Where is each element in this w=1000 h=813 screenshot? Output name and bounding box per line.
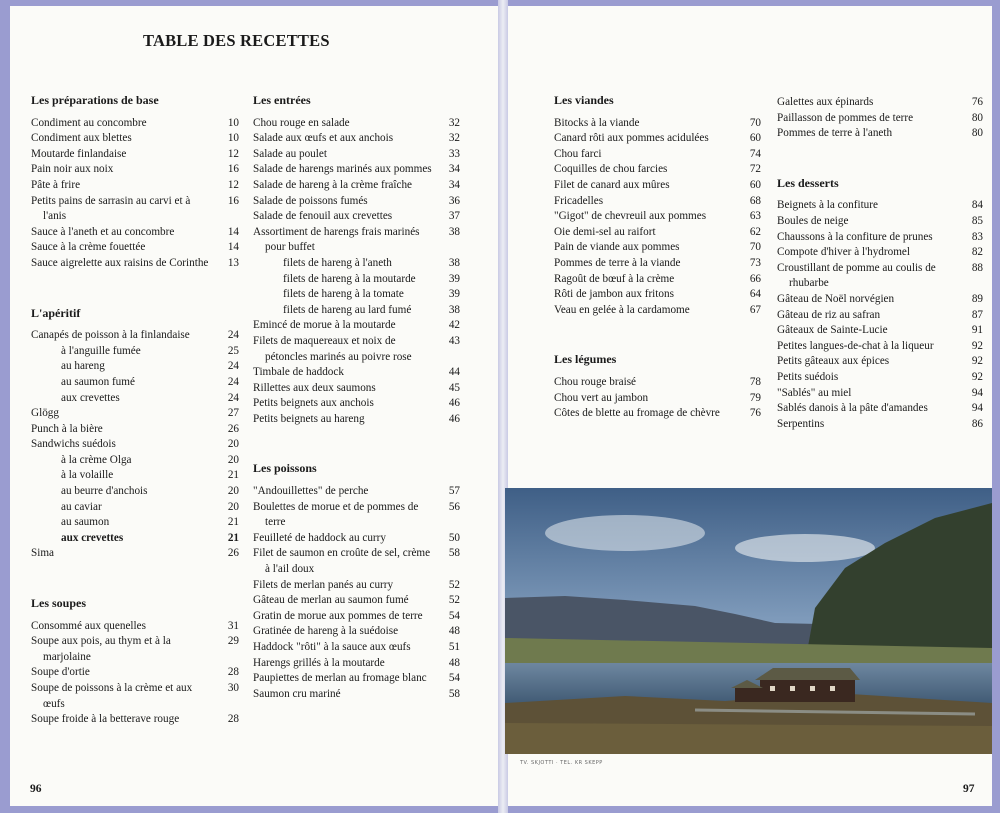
recipe-page-number: 36 bbox=[448, 194, 460, 207]
recipe-name: à la volaille bbox=[61, 469, 114, 482]
recipe-entry bbox=[253, 209, 460, 225]
recipe-page-number: 76 bbox=[971, 96, 983, 108]
recipe-name: Veau en gelée à la cardamome bbox=[554, 303, 690, 316]
recipe-page-number: 94 bbox=[971, 402, 983, 415]
recipe-entry bbox=[253, 116, 460, 132]
recipe-name: Pain de viande aux pommes bbox=[554, 241, 680, 254]
recipe-name: Filet de canard aux mûres bbox=[554, 178, 670, 191]
recipe-entry bbox=[31, 328, 239, 344]
recipe-name: Soupe de poissons à la crème et aux œufs bbox=[31, 682, 193, 710]
recipe-page-number: 87 bbox=[971, 308, 983, 321]
recipe-name: filets de hareng à la moutarde bbox=[283, 272, 416, 285]
recipe-name: Petits gâteaux aux épices bbox=[777, 355, 890, 368]
recipe-page-number: 94 bbox=[971, 386, 983, 399]
recipe-page-number: 32 bbox=[448, 132, 460, 145]
recipe-entry bbox=[253, 162, 460, 178]
recipe-entry bbox=[554, 391, 761, 407]
recipe-entry bbox=[554, 209, 761, 225]
recipe-page-number: 48 bbox=[448, 625, 460, 638]
recipe-entry bbox=[31, 681, 239, 712]
recipe-entry bbox=[31, 468, 239, 484]
recipe-page-number: 16 bbox=[227, 194, 239, 207]
recipe-entry bbox=[253, 396, 460, 412]
recipe-entry bbox=[253, 624, 460, 640]
recipe-name: Assortiment de harengs frais marinés pour buffet bbox=[253, 225, 420, 254]
recipe-name: Gâteau de riz au safran bbox=[777, 308, 881, 321]
recipe-name: Gratin de morue aux pommes de terre bbox=[253, 609, 423, 622]
recipe-page-number: 72 bbox=[749, 163, 761, 176]
recipe-name: Canapés de poisson à la finlandaise bbox=[31, 329, 190, 342]
recipe-page-number: 85 bbox=[971, 214, 983, 227]
recipe-page-number: 73 bbox=[749, 256, 761, 269]
recipe-entry bbox=[31, 453, 239, 469]
recipe-entry bbox=[253, 131, 460, 147]
recipe-entry bbox=[31, 116, 239, 132]
recipe-entry bbox=[31, 484, 239, 500]
recipe-entry bbox=[777, 111, 983, 127]
recipe-page-number: 24 bbox=[227, 391, 239, 404]
recipe-entry bbox=[777, 339, 983, 355]
recipe-page-number: 29 bbox=[227, 635, 239, 648]
recipe-name: filets de hareng à la tomate bbox=[283, 288, 404, 301]
recipe-entry bbox=[554, 256, 761, 272]
recipe-page-number: 54 bbox=[448, 672, 460, 685]
recipe-entry bbox=[777, 230, 983, 246]
recipe-name: filets de hareng à l'aneth bbox=[283, 256, 392, 269]
recipe-entry bbox=[31, 634, 239, 665]
recipe-page-number: 91 bbox=[971, 324, 983, 337]
recipe-name: à l'anguille fumée bbox=[61, 344, 141, 357]
recipe-page-number: 12 bbox=[227, 178, 239, 191]
recipe-name: Chou farci bbox=[554, 147, 602, 160]
recipe-page-number: 80 bbox=[971, 127, 983, 140]
recipe-entry bbox=[31, 359, 239, 375]
recipe-name: Boulettes de morue et de pommes de terre bbox=[253, 500, 419, 529]
recipe-page-number: 58 bbox=[448, 687, 460, 700]
recipe-page-number: 63 bbox=[749, 210, 761, 223]
recipe-name: Sablés danois à la pâte d'amandes bbox=[777, 402, 928, 415]
recipe-name: Pâte à frire bbox=[31, 178, 81, 191]
recipe-name: Sandwichs suédois bbox=[31, 438, 116, 451]
recipe-page-number: 39 bbox=[448, 288, 460, 301]
page-number-right: 97 bbox=[963, 783, 975, 795]
recipe-entry bbox=[253, 194, 460, 210]
recipe-name: Salade aux œufs et aux anchois bbox=[253, 132, 394, 145]
recipe-entry bbox=[31, 375, 239, 391]
recipe-page-number: 68 bbox=[749, 194, 761, 207]
recipe-entry bbox=[253, 365, 460, 381]
recipe-page-number: 60 bbox=[749, 178, 761, 191]
recipe-page-number: 86 bbox=[971, 417, 983, 430]
recipe-page-number: 28 bbox=[227, 666, 239, 679]
recipe-entry bbox=[253, 178, 460, 194]
recipe-entry bbox=[31, 391, 239, 407]
recipe-page-number: 78 bbox=[749, 375, 761, 388]
recipe-entry bbox=[31, 422, 239, 438]
recipe-name: Paillasson de pommes de terre bbox=[777, 111, 914, 124]
recipe-page-number: 70 bbox=[749, 241, 761, 254]
recipe-page-number: 26 bbox=[227, 547, 239, 560]
recipe-page-number: 50 bbox=[448, 531, 460, 544]
recipe-entry bbox=[253, 287, 460, 303]
recipe-entry bbox=[777, 354, 983, 370]
recipe-page-number: 45 bbox=[448, 381, 460, 394]
recipe-page-number: 24 bbox=[227, 375, 239, 388]
recipe-entry bbox=[777, 261, 983, 292]
recipe-name: Galettes aux épinards bbox=[777, 96, 874, 108]
recipe-page-number: 28 bbox=[227, 713, 239, 726]
section-title: Les viandes bbox=[554, 93, 614, 107]
recipe-page-number: 34 bbox=[448, 163, 460, 176]
recipe-name: Sauce à l'aneth et au concombre bbox=[31, 225, 175, 238]
page-title: TABLE DES RECETTES bbox=[143, 31, 330, 50]
recipe-page-number: 84 bbox=[971, 199, 983, 212]
recipe-name: Pommes de terre à l'aneth bbox=[777, 127, 893, 140]
recipe-entry bbox=[253, 412, 460, 428]
recipe-name: Soupe d'ortie bbox=[31, 666, 90, 679]
recipe-name: Glögg bbox=[31, 407, 59, 420]
recipe-name: Sauce aigrelette aux raisins de Corinthe bbox=[31, 256, 209, 269]
recipe-page-number: 10 bbox=[227, 116, 239, 129]
recipe-page-number: 56 bbox=[448, 500, 460, 513]
recipe-entry bbox=[777, 245, 983, 261]
recipe-entry bbox=[554, 162, 761, 178]
recipe-entry bbox=[31, 225, 239, 241]
recipe-name: Condiment aux blettes bbox=[31, 132, 132, 145]
recipe-entry bbox=[253, 381, 460, 397]
recipe-page-number: 80 bbox=[971, 111, 983, 124]
recipe-page-number: 76 bbox=[749, 407, 761, 420]
recipe-page-number: 16 bbox=[227, 163, 239, 176]
recipe-name: Feuilleté de haddock au curry bbox=[253, 531, 386, 544]
recipe-page-number: 83 bbox=[971, 230, 983, 243]
recipe-entry bbox=[253, 225, 460, 256]
recipe-entry bbox=[253, 484, 460, 500]
recipe-page-number: 33 bbox=[448, 147, 460, 160]
recipe-page-number: 20 bbox=[227, 438, 239, 451]
recipe-page-number: 51 bbox=[448, 641, 460, 653]
recipe-entry bbox=[554, 240, 761, 256]
recipe-name: Compote d'hiver à l'hydromel bbox=[777, 246, 910, 259]
recipe-name: Oie demi-sel au raifort bbox=[554, 225, 656, 238]
recipe-page-number: 32 bbox=[448, 116, 460, 129]
recipe-name: "Gigot" de chevreuil aux pommes bbox=[554, 210, 707, 223]
recipe-name: au beurre d'anchois bbox=[61, 485, 148, 498]
recipe-page-number: 31 bbox=[227, 619, 239, 632]
recipe-name: Condiment au concombre bbox=[31, 116, 147, 129]
recipe-name: Paupiettes de merlan au fromage blanc bbox=[253, 672, 427, 685]
recipe-entry bbox=[777, 126, 983, 142]
recipe-name: Filet de saumon en croûte de sel, crème à l'ail doux bbox=[253, 547, 431, 576]
recipe-entry bbox=[777, 292, 983, 308]
recipe-name: Gâteau de Noël norvégien bbox=[777, 292, 895, 305]
recipe-page-number: 79 bbox=[749, 391, 761, 404]
recipe-name: Pain noir aux noix bbox=[31, 163, 114, 176]
recipe-page-number: 12 bbox=[227, 147, 239, 160]
recipe-name: aux crevettes bbox=[61, 391, 120, 404]
recipe-page-number: 21 bbox=[227, 469, 239, 482]
recipe-page-number: 48 bbox=[448, 656, 460, 669]
recipe-name: Petits pains de sarrasin au carvi et à l'anis bbox=[31, 194, 191, 223]
recipe-name: Filets de maquereaux et noix de pétoncles marinés au poivre rose bbox=[253, 334, 412, 363]
recipe-name: Soupe aux pois, au thym et à la marjolaine bbox=[31, 635, 171, 663]
recipe-entry bbox=[554, 406, 761, 422]
recipe-page-number: 25 bbox=[227, 344, 239, 357]
recipe-entry bbox=[253, 687, 460, 703]
recipe-name: Boules de neige bbox=[777, 214, 849, 227]
recipe-name: Petites langues-de-chat à la liqueur bbox=[777, 339, 934, 352]
recipe-name: Coquilles de chou farcies bbox=[554, 163, 668, 176]
recipe-column-1 bbox=[31, 93, 239, 728]
recipe-entry bbox=[31, 131, 239, 147]
recipe-entry bbox=[253, 531, 460, 547]
section-title: L'apéritif bbox=[31, 305, 81, 320]
recipe-entry bbox=[777, 386, 983, 402]
recipe-name: Chou rouge en salade bbox=[253, 116, 350, 129]
recipe-column-3 bbox=[554, 93, 761, 422]
recipe-name: Punch à la bière bbox=[31, 422, 103, 435]
recipe-entry bbox=[31, 344, 239, 360]
recipe-page-number: 38 bbox=[448, 256, 460, 269]
recipe-page-number: 43 bbox=[448, 334, 460, 347]
recipe-entry bbox=[31, 406, 239, 422]
recipe-page-number: 54 bbox=[448, 609, 460, 622]
recipe-page-number: 24 bbox=[227, 360, 239, 373]
recipe-page-number: 37 bbox=[448, 210, 460, 223]
recipe-page-number: 20 bbox=[227, 500, 239, 513]
recipe-page-number: 92 bbox=[971, 355, 983, 368]
recipe-name: Bitocks à la viande bbox=[554, 116, 640, 129]
recipe-entry bbox=[31, 178, 239, 194]
recipe-page-number: 92 bbox=[971, 339, 983, 352]
recipe-entry bbox=[253, 256, 460, 272]
recipe-name: "Andouillettes" de perche bbox=[253, 485, 369, 498]
recipe-entry bbox=[554, 194, 761, 210]
recipe-page-number: 14 bbox=[227, 225, 239, 238]
recipe-name: Serpentins bbox=[777, 417, 825, 430]
recipe-entry bbox=[31, 240, 239, 256]
recipe-page-number: 57 bbox=[448, 485, 460, 498]
recipe-name: aux crevettes bbox=[61, 531, 124, 544]
recipe-page-number: 14 bbox=[227, 241, 239, 254]
recipe-entry bbox=[554, 225, 761, 241]
recipe-page-number: 21 bbox=[227, 516, 239, 529]
recipe-entry bbox=[31, 437, 239, 453]
recipe-name: Chaussons à la confiture de prunes bbox=[777, 230, 933, 243]
recipe-page-number: 10 bbox=[227, 132, 239, 145]
recipe-page-number: 74 bbox=[749, 147, 761, 160]
recipe-entry bbox=[31, 712, 239, 728]
recipe-name: Haddock "rôti" à la sauce aux œufs bbox=[253, 641, 411, 653]
recipe-entry bbox=[31, 162, 239, 178]
recipe-name: Ragoût de bœuf à la crème bbox=[554, 272, 675, 285]
recipe-name: Chou rouge braisé bbox=[554, 375, 637, 388]
recipe-entry bbox=[777, 308, 983, 324]
recipe-name: Petits suédois bbox=[777, 370, 839, 383]
recipe-name: Salade de poissons fumés bbox=[253, 194, 368, 207]
recipe-entry bbox=[253, 671, 460, 687]
recipe-entry bbox=[554, 272, 761, 288]
recipe-name: Chou vert au jambon bbox=[554, 391, 649, 404]
recipe-column-2 bbox=[253, 93, 460, 702]
section-title: Les desserts bbox=[777, 175, 839, 190]
recipe-entry bbox=[554, 303, 761, 319]
recipe-entry bbox=[777, 401, 983, 417]
recipe-entry bbox=[554, 116, 761, 132]
recipe-page-number: 38 bbox=[448, 303, 460, 316]
landscape-photo bbox=[505, 488, 992, 754]
recipe-column-4 bbox=[777, 95, 983, 432]
recipe-entry bbox=[253, 272, 460, 288]
recipe-name: Salade au poulet bbox=[253, 147, 327, 160]
recipe-name: Gratinée de hareng à la suédoise bbox=[253, 625, 399, 638]
recipe-name: Salade de fenouil aux crevettes bbox=[253, 210, 393, 223]
recipe-entry bbox=[554, 375, 761, 391]
recipe-name: à la crème Olga bbox=[61, 453, 132, 466]
recipe-page-number: 38 bbox=[448, 225, 460, 238]
recipe-entry bbox=[554, 147, 761, 163]
recipe-page-number: 58 bbox=[448, 547, 460, 560]
recipe-page-number: 21 bbox=[227, 531, 239, 544]
recipe-entry bbox=[31, 147, 239, 163]
recipe-name: Sauce à la crème fouettée bbox=[31, 241, 146, 254]
recipe-name: au saumon bbox=[61, 516, 110, 529]
recipe-page-number: 88 bbox=[971, 261, 983, 274]
recipe-page-number: 46 bbox=[448, 397, 460, 410]
recipe-name: Moutarde finlandaise bbox=[31, 147, 127, 160]
recipe-entry bbox=[554, 178, 761, 194]
recipe-page-number: 66 bbox=[749, 272, 761, 285]
recipe-name: au hareng bbox=[61, 360, 105, 373]
recipe-name: au saumon fumé bbox=[61, 375, 135, 388]
recipe-page-number: 30 bbox=[227, 682, 239, 694]
recipe-entry bbox=[253, 578, 460, 594]
section-title: Les entrées bbox=[253, 93, 311, 107]
section-title: Les poissons bbox=[253, 461, 317, 476]
recipe-page-number: 64 bbox=[749, 288, 761, 301]
recipe-page-number: 92 bbox=[971, 370, 983, 383]
recipe-name: Fricadelles bbox=[554, 194, 604, 207]
recipe-name: Rillettes aux deux saumons bbox=[253, 381, 376, 394]
section-title: Les soupes bbox=[31, 596, 87, 611]
recipe-page-number: 39 bbox=[448, 272, 460, 285]
recipe-entry bbox=[253, 500, 460, 531]
recipe-page-number: 26 bbox=[227, 422, 239, 435]
recipe-name: Salade de harengs marinés aux pommes bbox=[253, 163, 432, 176]
page-number-left: 96 bbox=[30, 783, 42, 795]
recipe-entry bbox=[31, 194, 239, 225]
recipe-page-number: 52 bbox=[448, 578, 460, 591]
recipe-entry bbox=[253, 318, 460, 334]
recipe-page-number: 60 bbox=[749, 132, 761, 145]
recipe-name: Petits beignets au hareng bbox=[253, 412, 365, 425]
recipe-page-number: 34 bbox=[448, 178, 460, 191]
section-title: Les préparations de base bbox=[31, 93, 159, 107]
recipe-name: Canard rôti aux pommes acidulées bbox=[554, 132, 709, 145]
recipe-page-number: 27 bbox=[227, 407, 239, 420]
recipe-page-number: 82 bbox=[971, 246, 983, 259]
recipe-name: Petits beignets aux anchois bbox=[253, 397, 374, 410]
recipe-entry bbox=[31, 515, 239, 531]
recipe-name: Harengs grillés à la moutarde bbox=[253, 656, 385, 669]
recipe-page-number: 62 bbox=[749, 225, 761, 238]
recipe-page-number: 67 bbox=[749, 303, 761, 316]
recipe-entry bbox=[253, 303, 460, 319]
recipe-page-number: 42 bbox=[448, 319, 460, 332]
recipe-entry bbox=[253, 546, 460, 577]
recipe-name: Consommé aux quenelles bbox=[31, 619, 146, 632]
recipe-entry bbox=[253, 609, 460, 625]
recipe-page-number: 46 bbox=[448, 412, 460, 425]
recipe-name: au caviar bbox=[61, 500, 102, 513]
recipe-entry bbox=[777, 95, 983, 111]
recipe-name: Saumon cru mariné bbox=[253, 687, 341, 700]
recipe-name: Soupe froide à la betterave rouge bbox=[31, 713, 180, 726]
recipe-page-number: 89 bbox=[971, 292, 983, 305]
recipe-page-number: 44 bbox=[448, 366, 460, 379]
recipe-name: Beignets à la confiture bbox=[777, 199, 878, 212]
recipe-entry bbox=[554, 131, 761, 147]
recipe-entry bbox=[253, 147, 460, 163]
recipe-entry bbox=[31, 546, 239, 562]
recipe-entry bbox=[777, 323, 983, 339]
recipe-entry bbox=[777, 198, 983, 214]
recipe-entry bbox=[31, 531, 239, 547]
recipe-name: "Sablés" au miel bbox=[777, 386, 852, 399]
recipe-page-number: 20 bbox=[227, 485, 239, 498]
recipe-entry bbox=[31, 500, 239, 516]
recipe-entry bbox=[253, 656, 460, 672]
recipe-entry bbox=[554, 287, 761, 303]
recipe-entry bbox=[777, 214, 983, 230]
recipe-name: Pommes de terre à la viande bbox=[554, 256, 681, 269]
recipe-name: Croustillant de pomme au coulis de rhubarbe bbox=[777, 261, 936, 290]
recipe-name: Timbale de haddock bbox=[253, 366, 344, 379]
recipe-name: Gâteau de merlan au saumon fumé bbox=[253, 594, 409, 607]
recipe-name: Côtes de blette au fromage de chèvre bbox=[554, 407, 720, 420]
section-title: Les légumes bbox=[554, 352, 617, 367]
recipe-page-number: 70 bbox=[749, 116, 761, 129]
recipe-entry bbox=[31, 256, 239, 272]
recipe-entry bbox=[253, 640, 460, 656]
recipe-name: Sima bbox=[31, 547, 54, 560]
recipe-name: Rôti de jambon aux fritons bbox=[554, 288, 674, 301]
recipe-name: Salade de hareng à la crème fraîche bbox=[253, 178, 413, 191]
recipe-page-number: 24 bbox=[227, 329, 239, 342]
recipe-entry bbox=[777, 370, 983, 386]
recipe-entry bbox=[253, 593, 460, 609]
recipe-page-number: 13 bbox=[227, 256, 239, 269]
recipe-page-number: 52 bbox=[448, 594, 460, 607]
photo-caption: TV. SKJOTTI · TEL. KR SKEPP bbox=[520, 760, 603, 766]
recipe-name: Filets de merlan panés au curry bbox=[253, 578, 394, 591]
recipe-entry bbox=[253, 334, 460, 365]
recipe-name: filets de hareng au lard fumé bbox=[283, 303, 412, 316]
recipe-entry bbox=[31, 619, 239, 635]
recipe-name: Emincé de morue à la moutarde bbox=[253, 319, 396, 332]
recipe-entry bbox=[31, 665, 239, 681]
recipe-name: Gâteaux de Sainte-Lucie bbox=[777, 324, 888, 337]
recipe-page-number: 20 bbox=[227, 453, 239, 466]
recipe-entry bbox=[777, 417, 983, 433]
